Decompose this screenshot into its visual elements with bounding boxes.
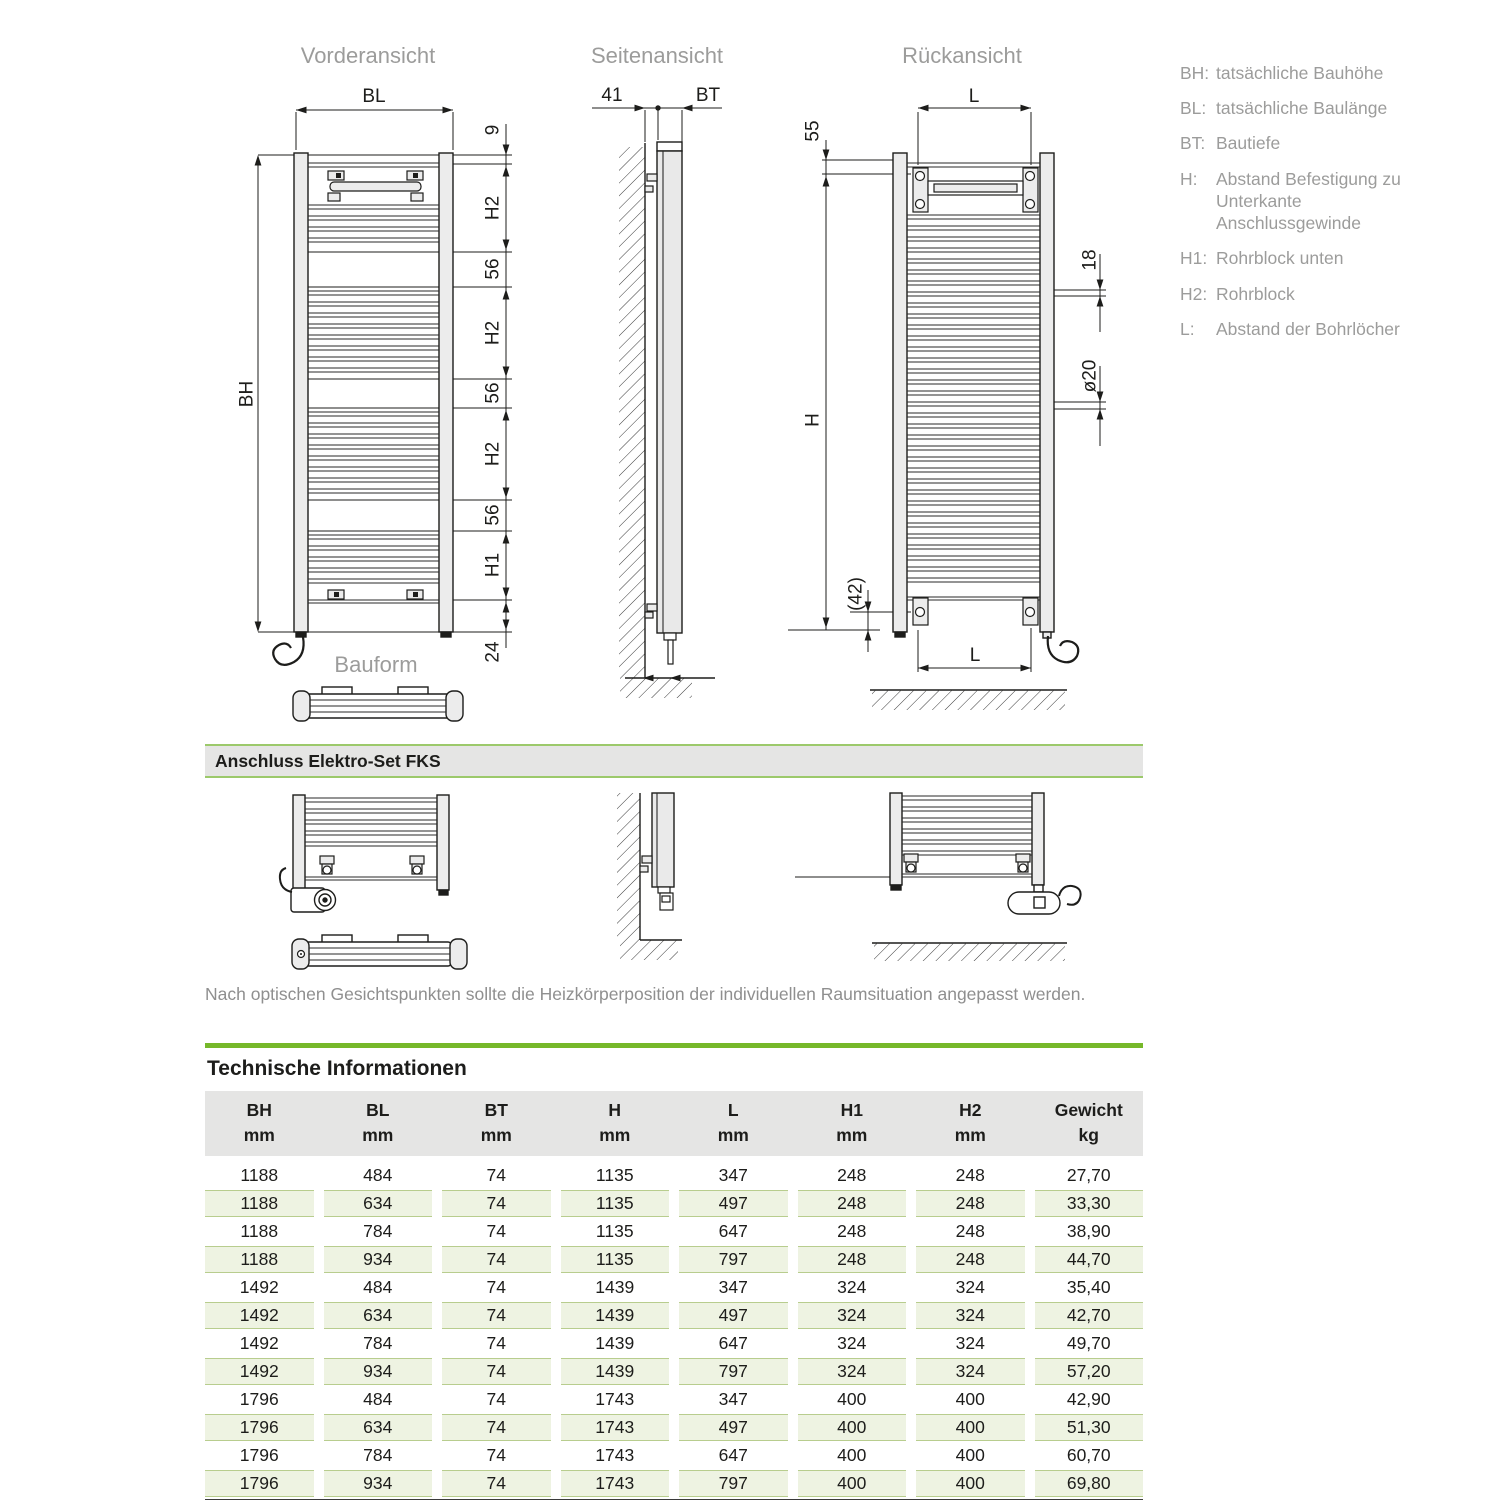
table-cell: 248	[916, 1162, 1025, 1189]
table-cell: 1796	[205, 1414, 314, 1441]
table-cell: 74	[442, 1218, 551, 1245]
dim-label-41: 41	[601, 85, 623, 106]
rear-view-title: Rückansicht	[902, 43, 1022, 68]
table-cell: 1743	[561, 1414, 670, 1441]
table-cell: 1492	[205, 1302, 314, 1329]
table-cell: 38,90	[1035, 1218, 1144, 1245]
table-cell: 324	[916, 1330, 1025, 1357]
table-cell: 51,30	[1035, 1414, 1144, 1441]
table-cell: 400	[916, 1386, 1025, 1413]
table-cell: 400	[916, 1442, 1025, 1469]
table-cell: 324	[916, 1302, 1025, 1329]
table-cell: 400	[916, 1470, 1025, 1497]
table-cell: 1439	[561, 1274, 670, 1301]
floor-hatch	[620, 940, 678, 960]
table-cell: 248	[916, 1246, 1025, 1273]
legend-text: tatsächliche Baulänge	[1216, 98, 1388, 119]
technical-information-section	[205, 1043, 1143, 1500]
table-row	[205, 1470, 1143, 1497]
accent-rule	[205, 1043, 1143, 1048]
table-cell: 248	[798, 1218, 907, 1245]
side-view-drawing	[591, 43, 723, 698]
table-cell: 1135	[561, 1162, 670, 1189]
table-cell: 1135	[561, 1190, 670, 1217]
dim-label-bl: BL	[362, 86, 386, 107]
table-cell: 27,70	[1035, 1162, 1144, 1189]
table-cell: 934	[324, 1358, 433, 1385]
section-title: Anschluss Elektro-Set FKS	[215, 751, 441, 771]
table-row	[205, 1442, 1143, 1469]
table-cell: 497	[679, 1414, 788, 1441]
table-cell: 484	[324, 1386, 433, 1413]
table-cell: 57,20	[1035, 1358, 1144, 1385]
dim-label-l-top: L	[968, 86, 980, 107]
table-cell: 74	[442, 1274, 551, 1301]
divider	[205, 776, 1143, 778]
table-cell: 484	[324, 1274, 433, 1301]
legend-text: tatsächliche Bauhöhe	[1216, 63, 1384, 83]
legend-key: H1:	[1180, 248, 1208, 269]
dim-label-18: 18	[1079, 249, 1101, 271]
table-cell: 74	[442, 1358, 551, 1385]
legend-key: BL:	[1180, 98, 1207, 119]
table-body	[205, 1162, 1143, 1497]
cable-hook	[273, 637, 303, 665]
table-cell: 347	[679, 1162, 788, 1189]
table-cell: 74	[442, 1330, 551, 1357]
legend-text: Rohrblock	[1216, 283, 1295, 304]
table-cell: 634	[324, 1302, 433, 1329]
section-bar	[205, 746, 1143, 776]
column-header-h1: H1 mm	[836, 1100, 868, 1145]
table-cell: 324	[798, 1330, 907, 1357]
legend-key: BT:	[1180, 133, 1206, 154]
table-cell: 1492	[205, 1274, 314, 1301]
rear-view-drawing	[788, 43, 1106, 710]
table-cell: 74	[442, 1442, 551, 1469]
column-header-gewicht: Gewicht kg	[1054, 1100, 1123, 1145]
fks-side-detail-drawing	[617, 793, 682, 960]
table-cell: 797	[679, 1358, 788, 1385]
table-cell: 324	[798, 1274, 907, 1301]
table-cell: 248	[798, 1246, 907, 1273]
dim-label-h2a: H2	[482, 195, 504, 221]
table-cell: 400	[916, 1414, 1025, 1441]
table-cell: 1492	[205, 1358, 314, 1385]
ground-hatch	[872, 690, 1065, 710]
table-cell: 1743	[561, 1470, 670, 1497]
table-cell: 248	[798, 1190, 907, 1217]
table-cell: 1743	[561, 1442, 670, 1469]
legend-key: BH:	[1180, 63, 1210, 83]
table-cell: 69,80	[1035, 1470, 1144, 1497]
table-cell: 1492	[205, 1330, 314, 1357]
table-cell: 1796	[205, 1386, 314, 1413]
table-cell: 647	[679, 1442, 788, 1469]
dim-label-9: 9	[482, 124, 504, 136]
table-cell: 1796	[205, 1470, 314, 1497]
table-cell: 347	[679, 1274, 788, 1301]
table-cell: 934	[324, 1246, 433, 1273]
table-cell: 248	[916, 1218, 1025, 1245]
table-cell: 74	[442, 1470, 551, 1497]
table-row	[205, 1414, 1143, 1441]
table-cell: 44,70	[1035, 1246, 1144, 1273]
fks-section-header	[205, 744, 1143, 778]
table-row	[205, 1302, 1143, 1329]
table-cell: 934	[324, 1470, 433, 1497]
column-header-bh: BH mm	[243, 1100, 275, 1145]
table-cell: 49,70	[1035, 1330, 1144, 1357]
wall-hatch	[619, 147, 645, 678]
electro-set-front	[291, 888, 336, 912]
dim-label-bh: BH	[236, 380, 258, 408]
table-row	[205, 1358, 1143, 1385]
legend-key: H:	[1180, 168, 1198, 189]
table-cell: 347	[679, 1386, 788, 1413]
cable-hook	[1048, 636, 1079, 662]
table-cell: 784	[324, 1330, 433, 1357]
legend-text: Rohrblock unten	[1216, 248, 1344, 269]
table-cell: 647	[679, 1218, 788, 1245]
dim-label-h2c: H2	[482, 441, 504, 467]
table-cell: 1439	[561, 1302, 670, 1329]
dim-label-56b: 56	[482, 382, 504, 404]
table-cell: 248	[916, 1190, 1025, 1217]
table-cell: 1188	[205, 1162, 314, 1189]
table-cell: 1796	[205, 1442, 314, 1469]
table-cell: 74	[442, 1302, 551, 1329]
table-cell: 784	[324, 1218, 433, 1245]
dim-label-55: 55	[802, 120, 824, 142]
table-cell: 797	[679, 1470, 788, 1497]
table-cell: 497	[679, 1302, 788, 1329]
wall-hatch	[617, 793, 640, 940]
dim-label-42: (42)	[845, 577, 867, 611]
table-row	[205, 1274, 1143, 1301]
bauform-title: Bauform	[334, 652, 418, 677]
table-cell: 797	[679, 1246, 788, 1273]
table-row	[205, 1162, 1143, 1189]
table-cell: 324	[916, 1274, 1025, 1301]
table-cell: 33,30	[1035, 1190, 1144, 1217]
legend-text: Abstand Befestigung zu Unterkante Anschlussgewinde	[1216, 168, 1401, 234]
table-cell: 60,70	[1035, 1442, 1144, 1469]
legend-text: Bautiefe	[1216, 133, 1281, 154]
legend-key: H2:	[1180, 283, 1208, 304]
column-header-h: H mm	[599, 1100, 631, 1145]
dim-label-24: 24	[482, 641, 504, 663]
table-cell: 1439	[561, 1330, 670, 1357]
legend-text: Abstand der Bohrlöcher	[1216, 318, 1400, 339]
positioning-note: Nach optischen Gesichtspunkten sollte die Heizkörperposition der individuellen Raumsituation angepasst werden.	[205, 984, 1086, 1004]
front-view-title: Vorderansicht	[300, 43, 436, 68]
table-row	[205, 1386, 1143, 1413]
dim-label-dia20: ø20	[1079, 359, 1101, 393]
cable	[1059, 886, 1081, 905]
table-cell: 634	[324, 1414, 433, 1441]
side-view-title: Seitenansicht	[590, 43, 724, 68]
table-cell: 400	[798, 1442, 907, 1469]
table-title: Technische Informationen	[207, 1057, 467, 1080]
table-cell: 74	[442, 1246, 551, 1273]
electro-connection-side	[658, 887, 673, 910]
table-cell: 1188	[205, 1218, 314, 1245]
bauform-view-drawing	[293, 652, 463, 721]
table-cell: 35,40	[1035, 1274, 1144, 1301]
electro-set-rear	[1008, 885, 1060, 914]
table-cell: 324	[916, 1358, 1025, 1385]
dim-label-h1: H1	[482, 552, 504, 578]
table-cell: 400	[798, 1414, 907, 1441]
dim-label-h2b: H2	[482, 320, 504, 346]
fks-front-detail-drawing	[280, 795, 467, 969]
column-header-l: L mm	[717, 1100, 749, 1145]
column-header-bl: BL mm	[362, 1100, 394, 1145]
table-cell: 74	[442, 1414, 551, 1441]
table-cell: 1188	[205, 1190, 314, 1217]
front-view-drawing	[237, 43, 512, 665]
table-cell: 400	[798, 1386, 907, 1413]
dim-label-56c: 56	[482, 504, 504, 526]
table-cell: 324	[798, 1302, 907, 1329]
ground-hatch	[874, 943, 1065, 961]
floor-hatch	[620, 678, 692, 698]
column-header-bt: BT mm	[480, 1100, 512, 1145]
table-cell: 324	[798, 1358, 907, 1385]
table-cell: 784	[324, 1442, 433, 1469]
table-cell: 1188	[205, 1246, 314, 1273]
cable	[280, 868, 292, 892]
table-row	[205, 1218, 1143, 1245]
column-header-h2: H2 mm	[954, 1100, 986, 1145]
dim-label-bt: BT	[695, 85, 721, 106]
table-header	[205, 1091, 1143, 1156]
table-cell: 248	[798, 1162, 907, 1189]
table-cell: 484	[324, 1162, 433, 1189]
table-row	[205, 1190, 1143, 1217]
table-row	[205, 1246, 1143, 1273]
table-cell: 1135	[561, 1218, 670, 1245]
table-cell: 647	[679, 1330, 788, 1357]
dim-label-l-bottom: L	[969, 645, 981, 666]
table-cell: 74	[442, 1162, 551, 1189]
table-cell: 1743	[561, 1386, 670, 1413]
table-cell: 42,90	[1035, 1386, 1144, 1413]
table-cell: 1135	[561, 1246, 670, 1273]
table-cell: 400	[798, 1470, 907, 1497]
table-cell: 42,70	[1035, 1302, 1144, 1329]
table-cell: 634	[324, 1190, 433, 1217]
dim-label-56a: 56	[482, 258, 504, 280]
table-cell: 497	[679, 1190, 788, 1217]
dimension-legend	[1180, 62, 1408, 340]
table-row	[205, 1330, 1143, 1357]
dim-label-h: H	[802, 413, 824, 427]
legend-key: L:	[1180, 318, 1195, 339]
table-cell: 74	[442, 1190, 551, 1217]
table-cell: 74	[442, 1386, 551, 1413]
fks-rear-detail-drawing	[795, 793, 1081, 961]
table-cell: 1439	[561, 1358, 670, 1385]
